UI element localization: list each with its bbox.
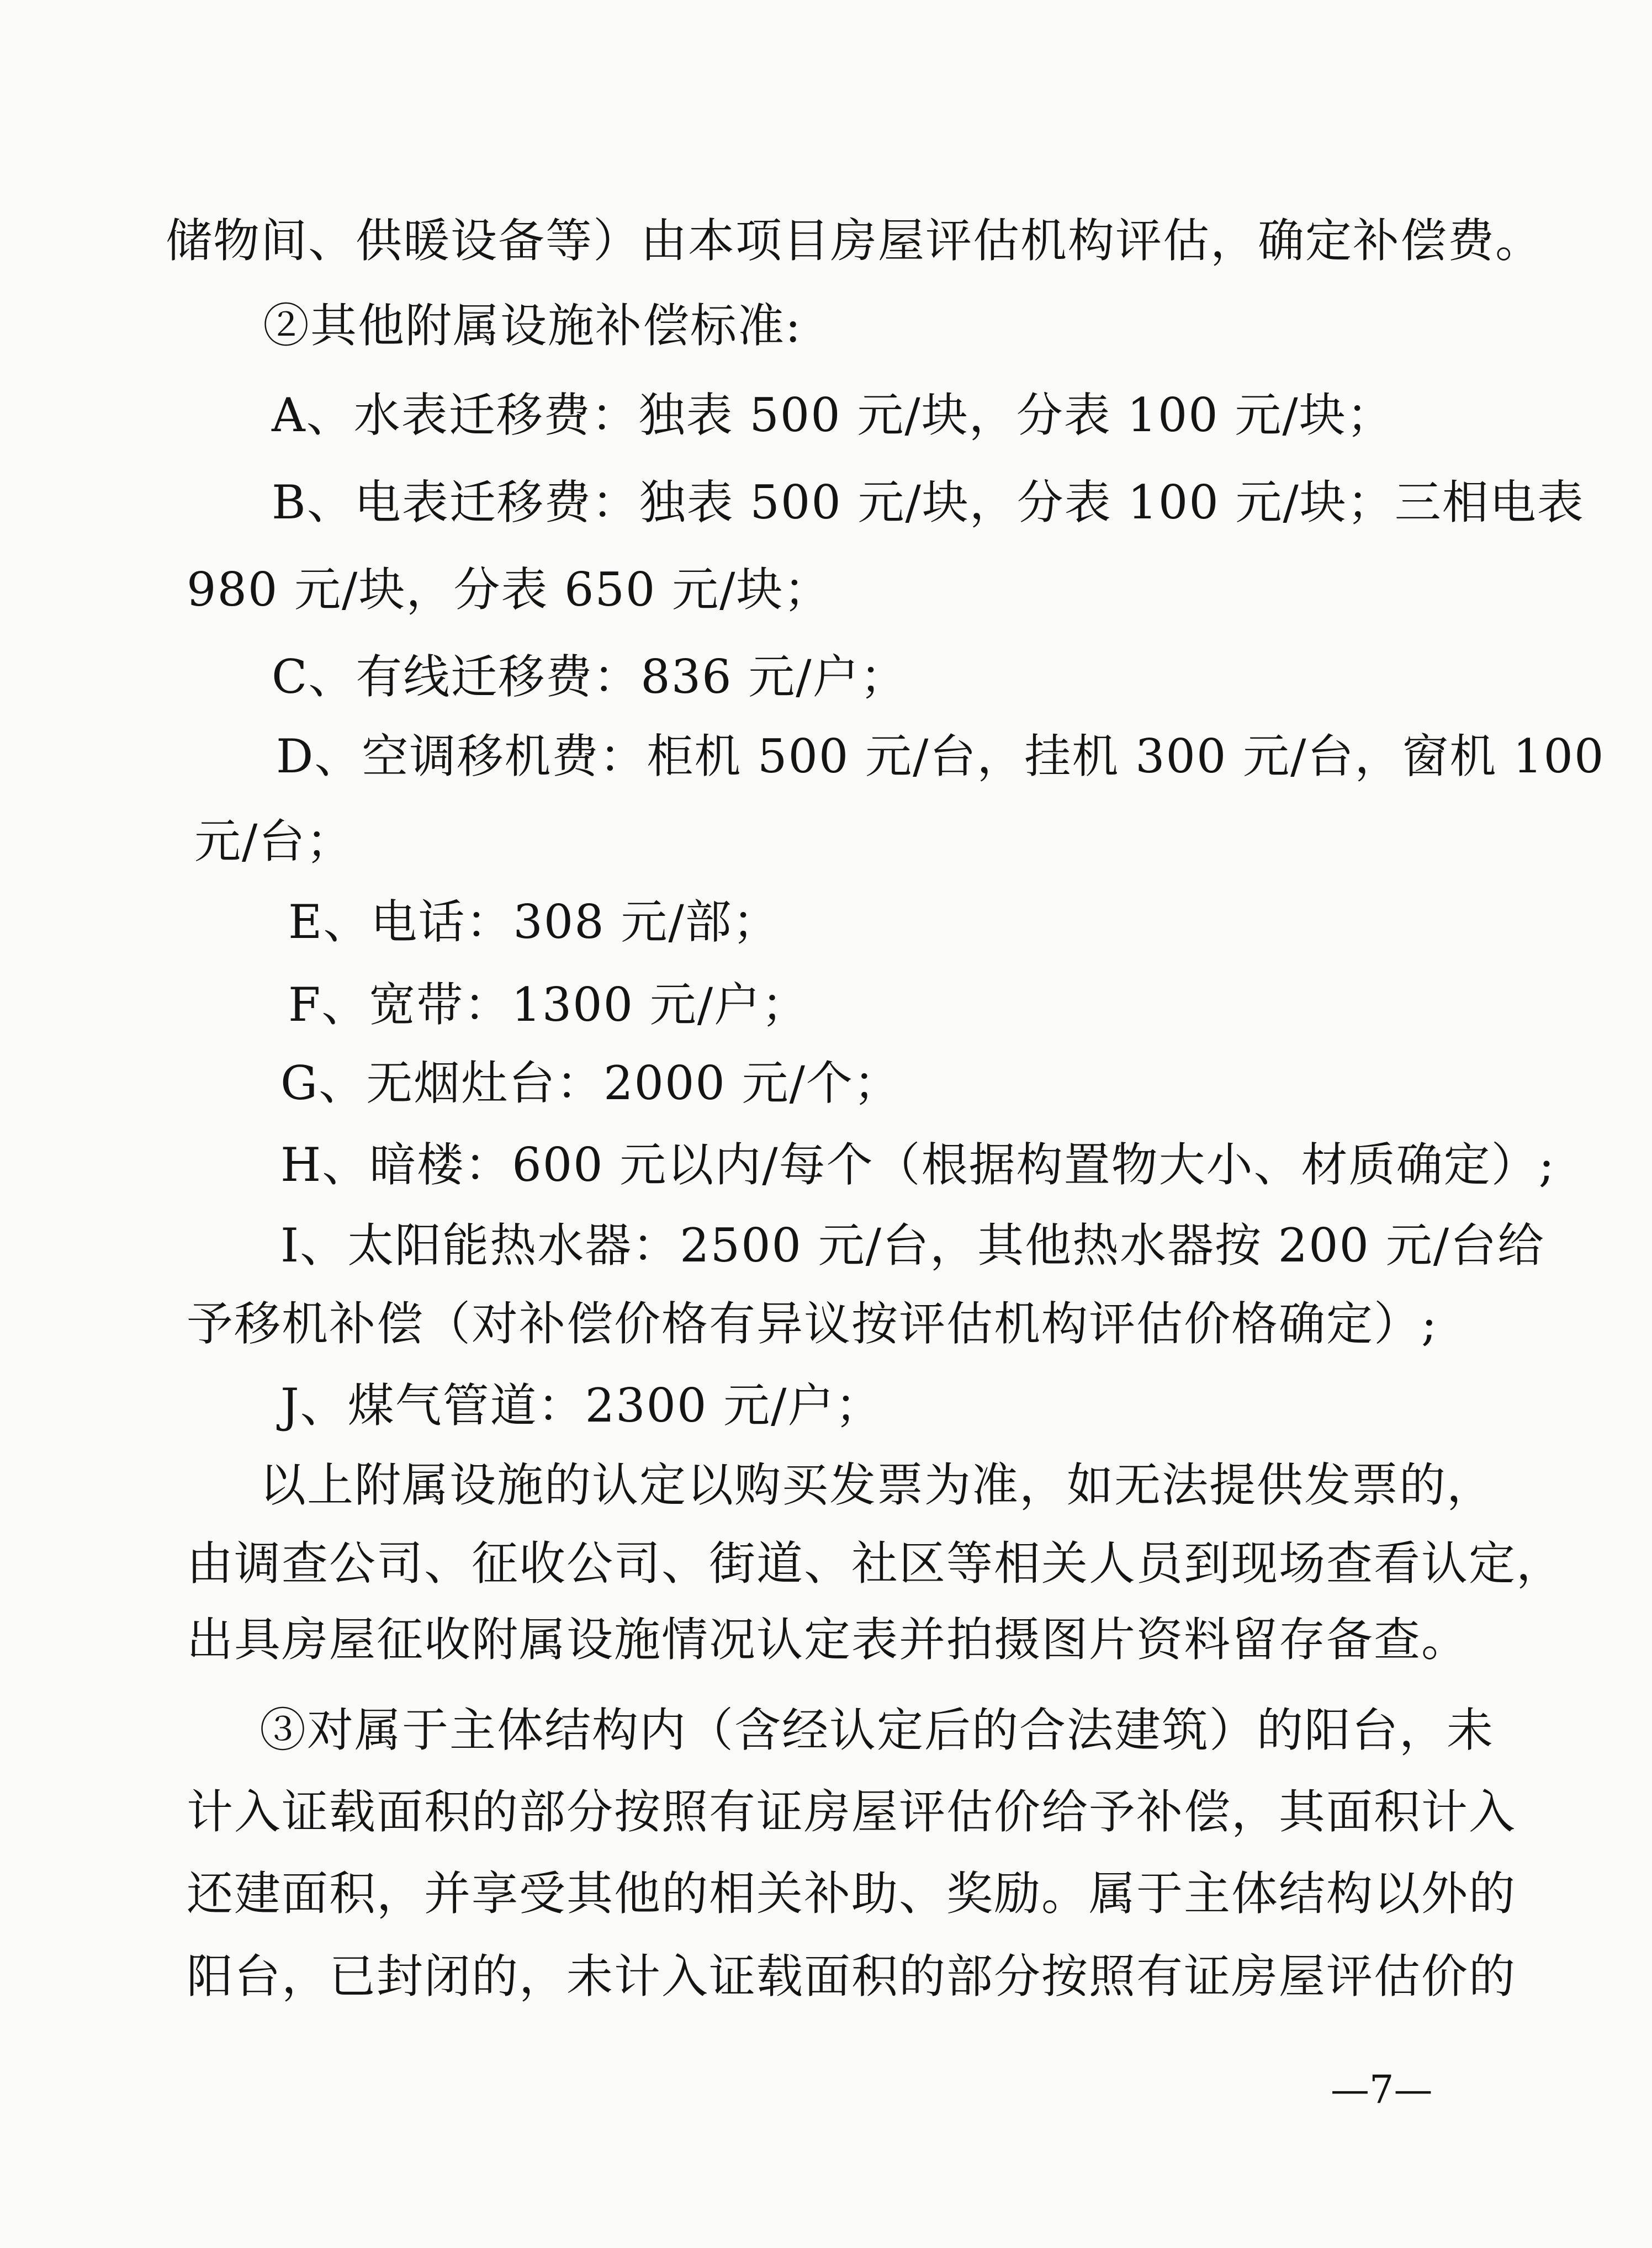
text-line-17: 由调查公司、征收公司、街道、社区等相关人员到现场查看认定， <box>187 1536 1564 1590</box>
text-line-1: 储物间、供暖设备等）由本项目房屋评估机构评估，确定补偿费。 <box>166 214 1543 268</box>
text-line-12: H、暗楼：600 元以内/每个（根据构置物大小、材质确定）; <box>280 1138 1555 1192</box>
text-line-7: D、空调移机费：柜机 500 元/台，挂机 300 元/台，窗机 100 <box>276 729 1605 783</box>
text-line-3: A、水表迁移费：独表 500 元/块，分表 100 元/块； <box>272 388 1394 442</box>
text-line-15: J、煤气管道：2300 元/户； <box>280 1379 883 1433</box>
text-line-16: 以上附属设施的认定以购买发票为准，如无法提供发票的， <box>260 1458 1495 1512</box>
text-line-22: 阳台，已封闭的，未计入证载面积的部分按照有证房屋评估价的 <box>187 1949 1517 2003</box>
page-number: —7— <box>1331 2067 1433 2112</box>
text-line-19: ③对属于主体结构内（含经认定后的合法建筑）的阳台，未 <box>260 1703 1495 1757</box>
text-line-4: B、电表迁移费：独表 500 元/块，分表 100 元/块；三相电表 <box>272 475 1585 529</box>
text-line-18: 出具房屋征收附属设施情况认定表并拍摄图片资料留存备查。 <box>187 1613 1469 1667</box>
text-line-2: ②其他附属设施补偿标准: <box>263 299 802 353</box>
text-line-11: G、无烟灶台：2000 元/个； <box>280 1056 901 1110</box>
text-line-21: 还建面积，并享受其他的相关补助、奖励。属于主体结构以外的 <box>187 1867 1517 1921</box>
text-line-20: 计入证载面积的部分按照有证房屋评估价给予补偿，其面积计入 <box>187 1785 1517 1839</box>
text-line-10: F、宽带：1300 元/户； <box>288 978 809 1032</box>
text-line-9: E、电话：308 元/部； <box>288 895 780 949</box>
text-line-5: 980 元/块，分表 650 元/块； <box>187 563 832 617</box>
text-line-13: I、太阳能热水器：2500 元/台，其他热水器按 200 元/台给 <box>280 1218 1545 1273</box>
text-line-6: C、有线迁移费：836 元/户； <box>272 650 908 704</box>
text-line-14: 予移机补偿（对补偿价格有异议按评估机构评估价格确定）; <box>187 1297 1438 1351</box>
text-line-8: 元/台； <box>194 814 354 868</box>
